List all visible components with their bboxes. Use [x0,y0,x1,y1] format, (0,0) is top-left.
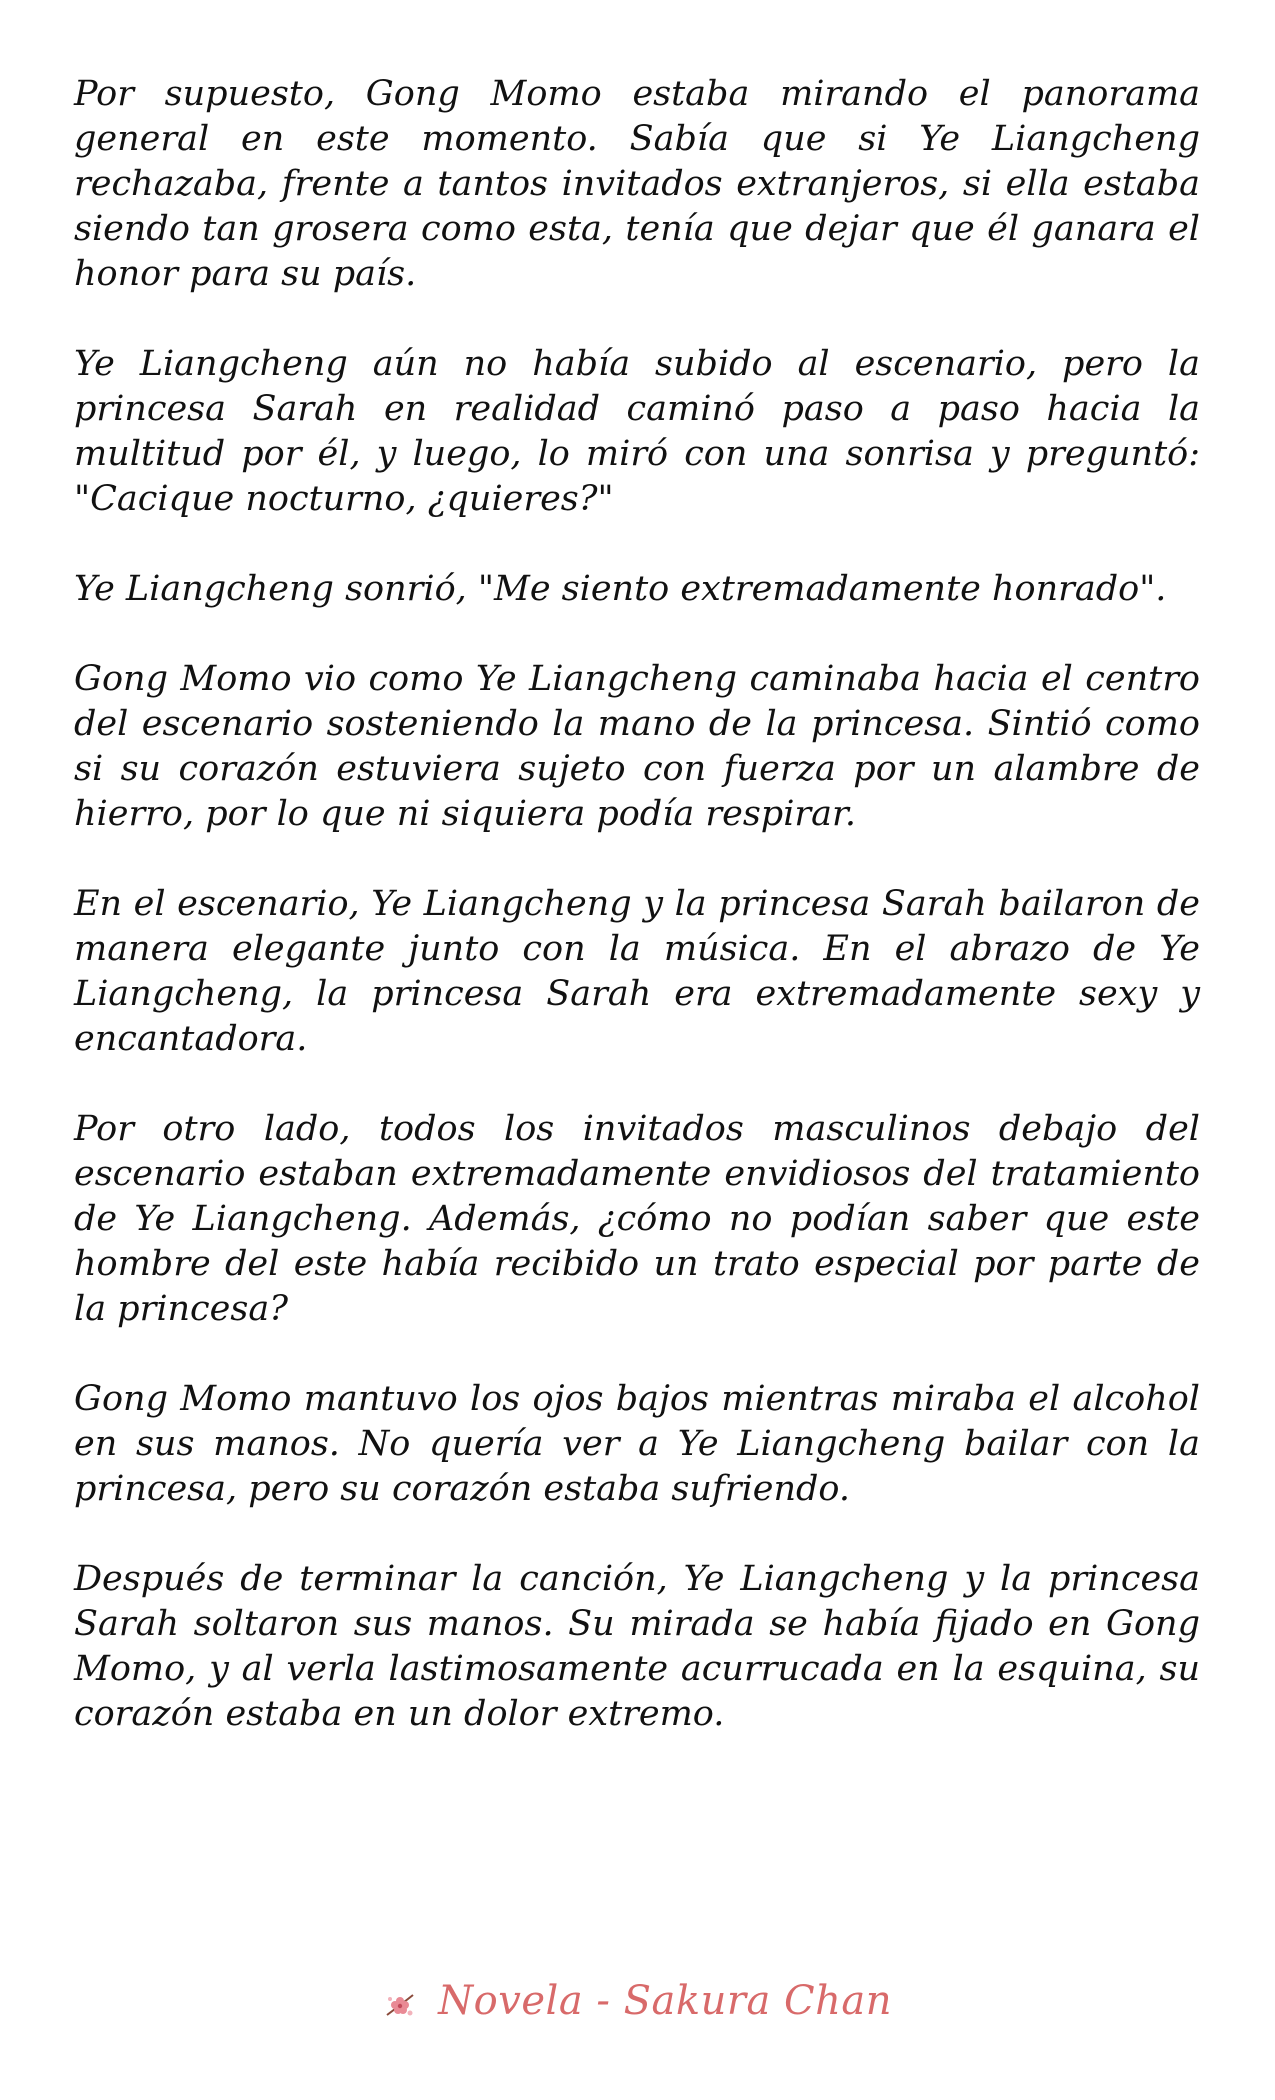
paragraph: Después de terminar la canción, Ye Liangcheng y la princesa Sarah soltaron sus manos. Su mirada se había fijado en Gong Momo, y al verla lastimosamente acurrucada en la esquina, su corazón estaba en un dolor extremo. [74,1559,1200,1734]
paragraph: Gong Momo vio como Ye Liangcheng caminaba hacia el centro del escenario sosteniendo la mano de la princesa. Sintió como si su corazón estuviera sujeto con fuerza por un alambre de hierro, por lo que ni siquiera podía respirar. [74,659,1200,834]
paragraph: Por otro lado, todos los invitados masculinos debajo del escenario estaban extremadamente envidiosos del tratamiento de Ye Liangcheng. Además, ¿cómo no podían saber que este hombre del este había recibido un trato especial por parte de la princesa? [74,1109,1200,1329]
paragraph: Ye Liangcheng aún no había subido al escenario, pero la princesa Sarah en realidad caminó paso a paso hacia la multitud por él, y luego, lo miró con una sonrisa y preguntó: "Cacique nocturno, ¿quieres?" [74,344,1200,519]
watermark [0,1978,1275,2024]
paragraph: En el escenario, Ye Liangcheng y la princesa Sarah bailaron de manera elegante junto con la música. En el abrazo de Ye Liangcheng, la princesa Sarah era extremadamente sexy y encantadora. [74,884,1200,1059]
cherry-blossom-icon [383,1987,417,2021]
watermark-text: Novela - Sakura Chan [438,1978,893,2024]
paragraph: Por supuesto, Gong Momo estaba mirando el panorama general en este momento. Sabía que si Ye Liangcheng rechazaba, frente a tantos invitados extranjeros, si ella estaba siendo tan grosera como esta, tenía que dejar que él ganara el honor para su país. [74,74,1200,294]
document-body [74,72,1200,1782]
paragraph: Gong Momo mantuvo los ojos bajos mientras miraba el alcohol en sus manos. No quería ver a Ye Liangcheng bailar con la princesa, pero su corazón estaba sufriendo. [74,1379,1200,1509]
paragraph: Ye Liangcheng sonrió, "Me siento extremadamente honrado". [74,569,1167,609]
